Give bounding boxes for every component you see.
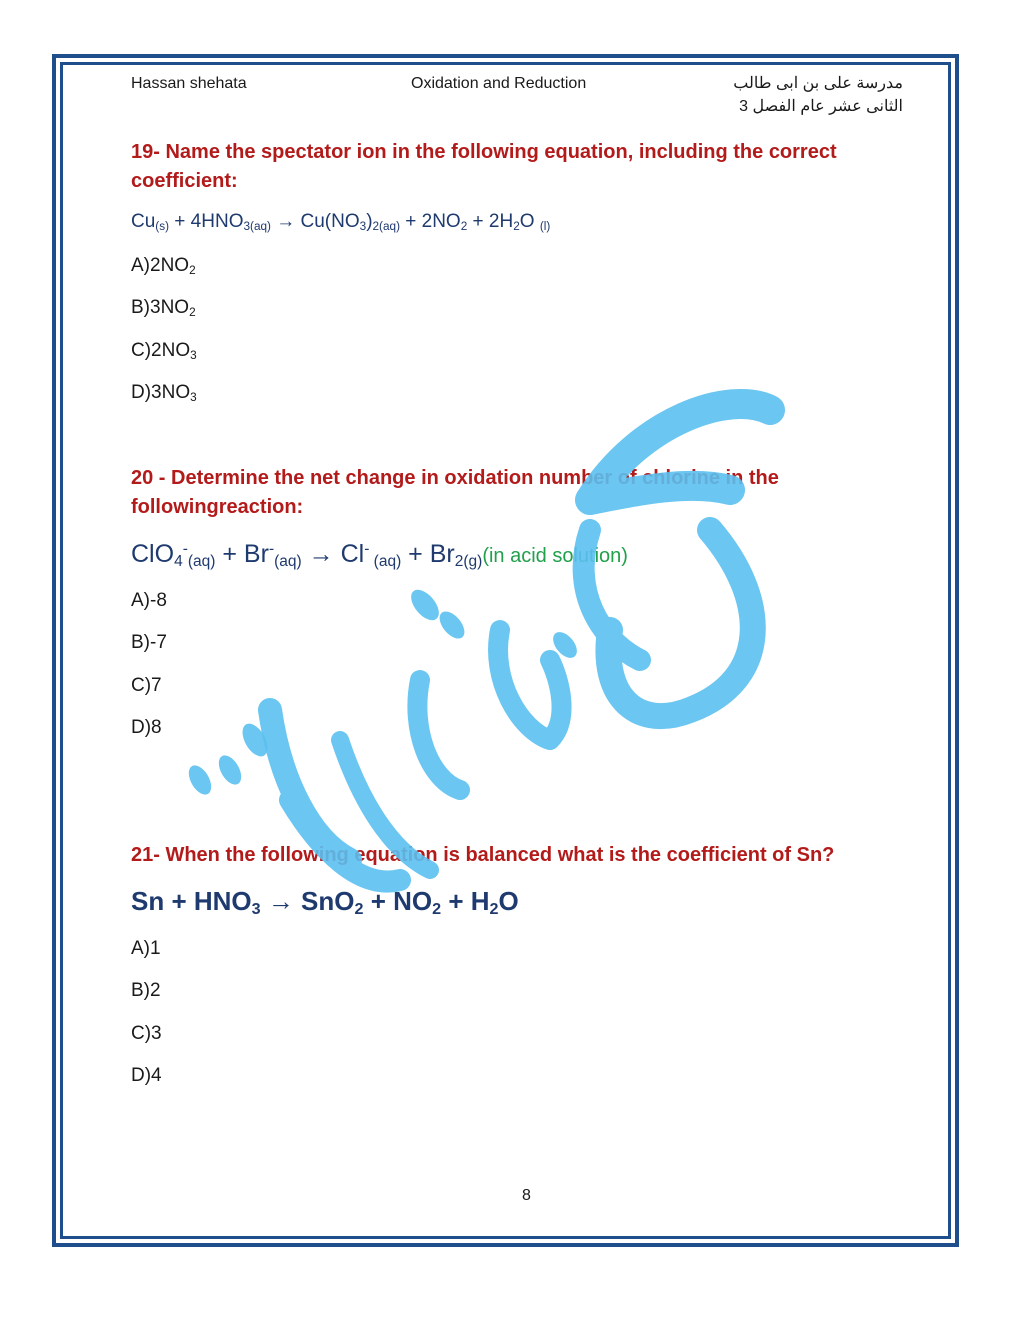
question-19-equation: $Cu_{(s)} + 4HNO_{3(aq)} \to Cu(NO_3)_{2(aq)} + 2NO_2 + 2H_2O$ $_{(l)}$ xyxy=(131,211,551,233)
question-20-option-a[interactable]: A)-8 xyxy=(131,590,167,611)
question-19-option-b[interactable]: $B)3NO_2$ xyxy=(131,297,196,319)
question-21-option-d[interactable]: D)4 xyxy=(131,1065,162,1086)
page-number: 8 xyxy=(522,1187,531,1204)
question-20-option-d[interactable]: D)8 xyxy=(131,717,162,738)
question-21-prompt: 21- When the following equation is balanced what is the coefficient of Sn? xyxy=(131,844,835,866)
question-19-option-d[interactable]: $D)3NO_3$ xyxy=(131,382,197,404)
question-21-equation: $Sn + HNO_3 \to SnO_2 + NO_2 + H_2O$ xyxy=(131,886,519,919)
question-21-option-b[interactable]: B)2 xyxy=(131,980,161,1001)
question-20-prompt: 20 - Determine the net change in oxidation number of chlorine in the followingreaction: xyxy=(131,467,779,518)
question-19-option-c[interactable]: $C)2NO_3$ xyxy=(131,340,197,362)
header-school xyxy=(733,72,903,118)
question-19-option-a[interactable]: $A)2NO_2$ xyxy=(131,255,196,277)
acid-solution-note: (in acid solution) xyxy=(482,545,628,567)
header-school-line2: الثانى عشر عام الفصل 3 xyxy=(739,98,903,115)
question-20-option-b[interactable]: B)-7 xyxy=(131,632,167,653)
header-school-line1: مدرسة على بن ابى طالب xyxy=(733,75,903,92)
question-21-option-c[interactable]: C)3 xyxy=(131,1023,162,1044)
question-20-option-c[interactable]: C)7 xyxy=(131,675,162,696)
header-author: Hassan shehata xyxy=(131,75,247,92)
question-19-prompt: 19- Name the spectator ion in the following equation, including the correct coefficient: xyxy=(131,141,837,192)
question-20-equation: $ClO_4^-_{(aq)} + Br^-_{(aq)} \to Cl^-$ $_{(aq)} + Br_{2(g)}(in$ acid solution) xyxy=(131,540,628,570)
page-border-inner xyxy=(60,62,951,1239)
question-21-option-a[interactable]: A)1 xyxy=(131,938,161,959)
header-title: Oxidation and Reduction xyxy=(411,75,587,92)
